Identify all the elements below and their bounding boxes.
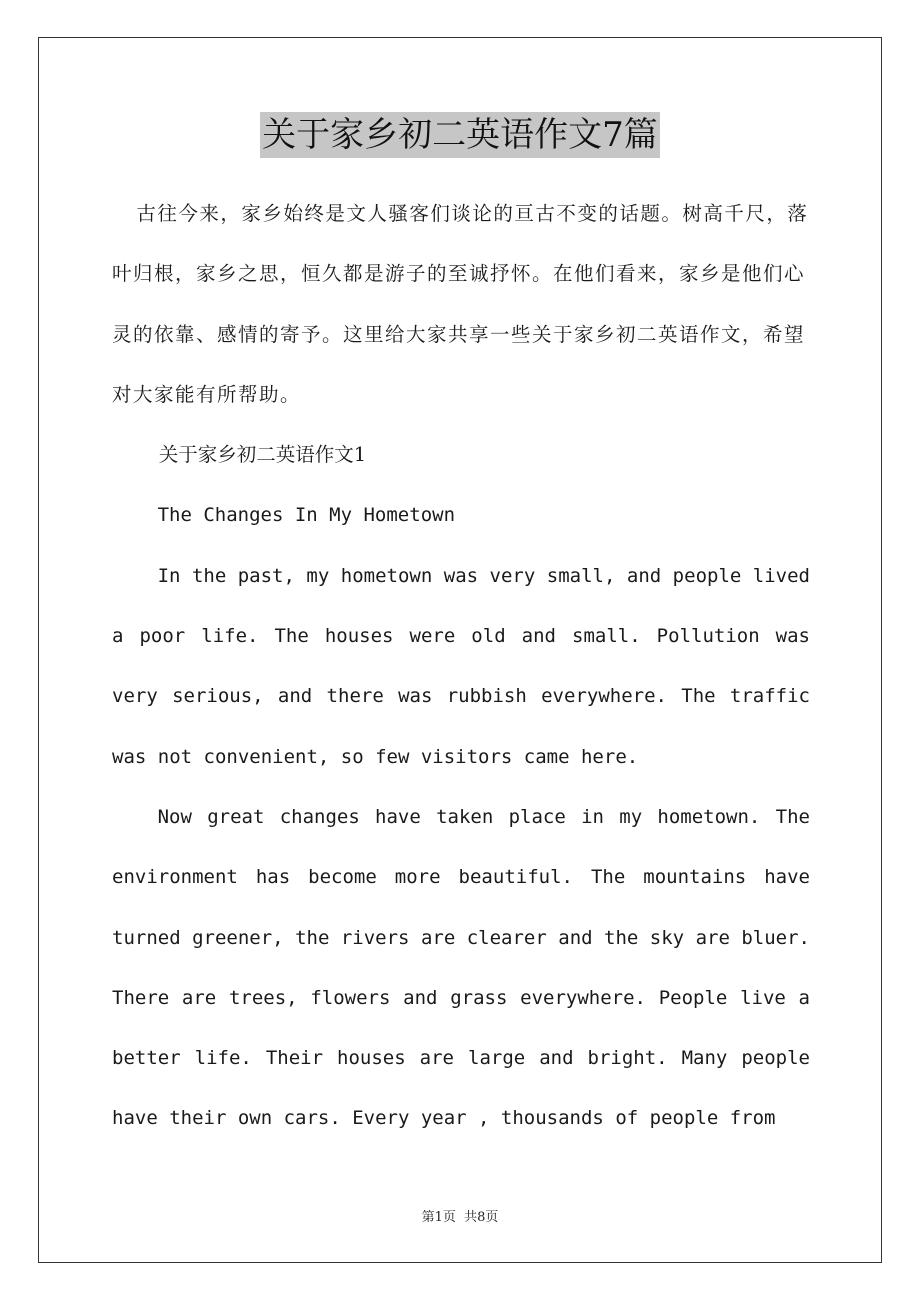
- essay-title: The Changes In My Hometown: [157, 504, 456, 527]
- section-heading: 关于家乡初二英语作文1: [158, 443, 367, 467]
- intro-paragraph: 古往今来，家乡始终是文人骚客们谈论的亘古不变的话题。树高千尺，落叶归根，家乡之思，恒久都是游子的至诚抒怀。在他们看来，家乡是他们心灵的依靠、感情的寄予。这里给大家共享一些关于家乡初二英语作文，希望对大家能有所帮助。: [112, 202, 809, 406]
- page-footer: [0, 1206, 920, 1225]
- title-container: [0, 112, 920, 158]
- document-body: [112, 184, 810, 1149]
- essay-paragraph-2: Now great changes have taken place in my hometown. The environment has become more beautiful. The mountains have turned greener, the rivers are clearer and the sky are bluer. There are trees, flowers and grass everywhere. People live a better life. Their houses are large and bright. Many people have their own cars. Every year , thousands of people from: [112, 805, 810, 1130]
- essay-paragraph-1: In the past, my hometown was very small, and people lived a poor life. The houses were old and small. Pollution was very serious, and there was rubbish everywhere. The traffic was not convenient, so few visitors came here.: [112, 564, 810, 768]
- document-title: 关于家乡初二英语作文7篇: [260, 112, 660, 158]
- total-pages: 共8页: [464, 1210, 499, 1225]
- page-number: 第1页: [421, 1210, 456, 1225]
